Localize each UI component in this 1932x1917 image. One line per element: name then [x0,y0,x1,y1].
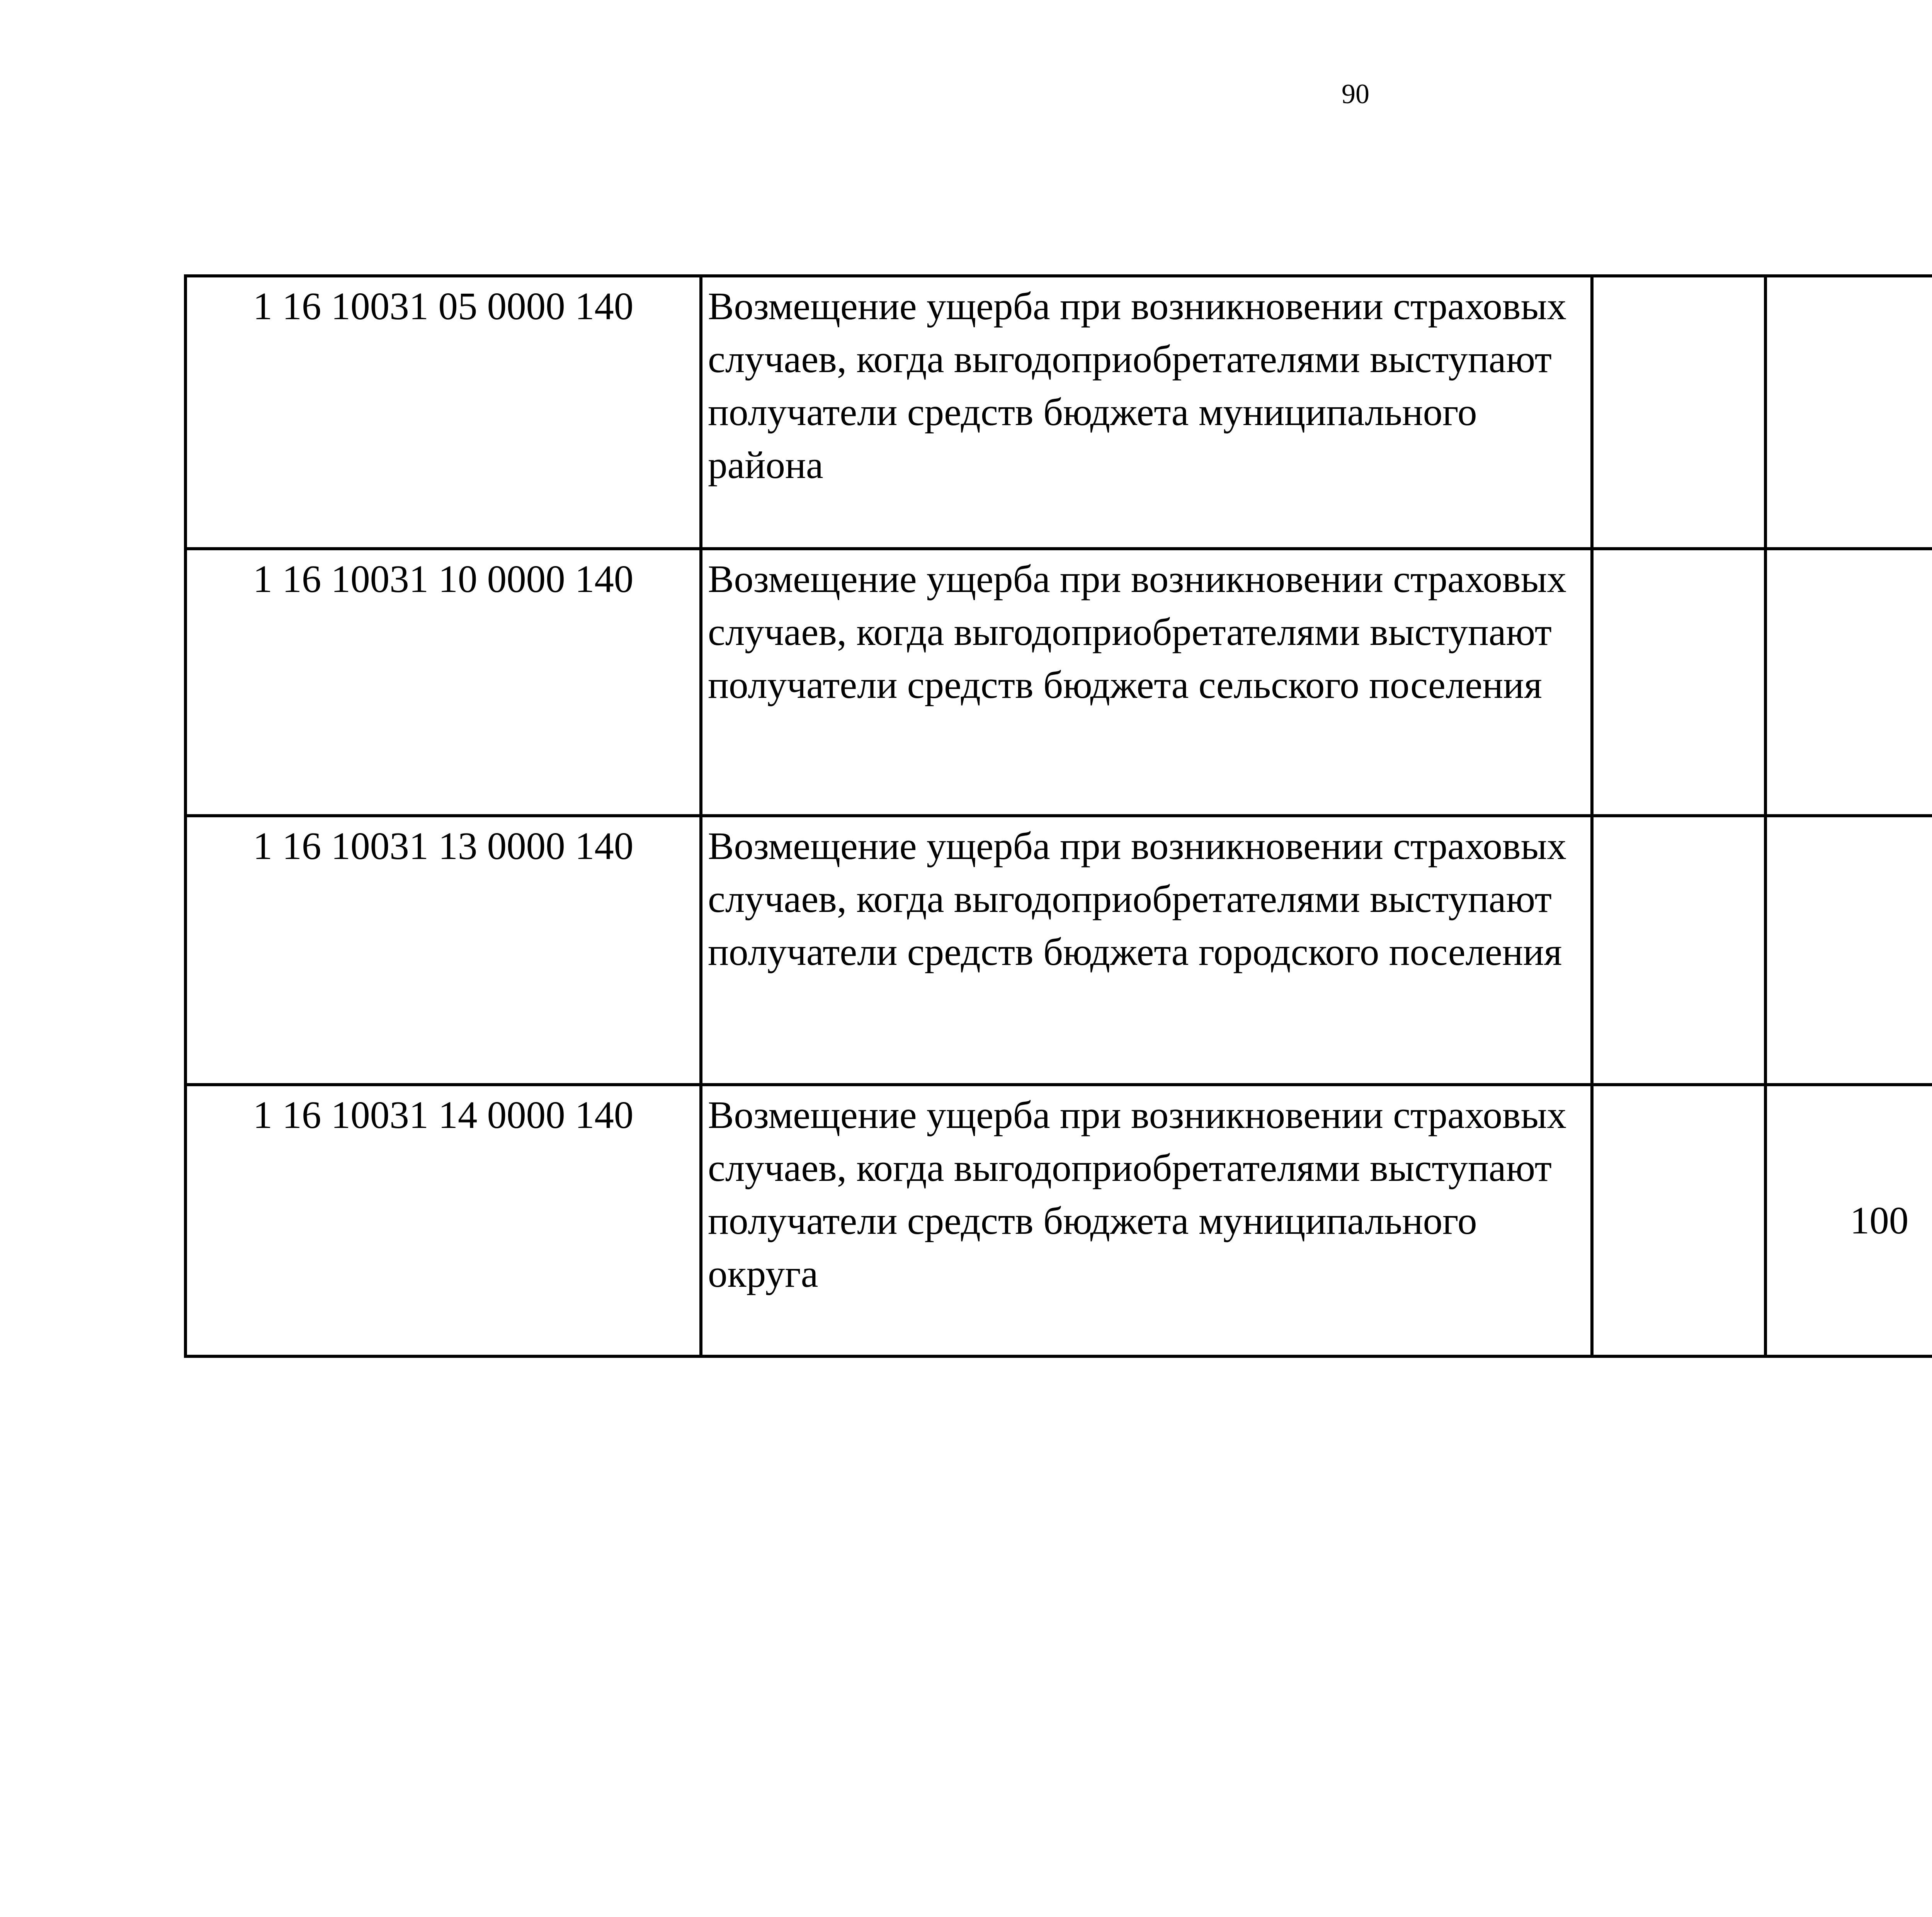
value-cell: 100 [1765,1085,1932,1356]
value-cell [1765,549,1932,816]
table-row [185,549,1932,816]
revenue-name: Возмещение ущерба при возникновении страховых случаев, когда выгодоприобретателями выступают получатели средств бюджета муниципального округа [701,1085,1592,1356]
table-row [185,1085,1932,1356]
revenue-code: 1 16 10031 13 0000 140 [185,816,701,1085]
value-cell [1592,816,1765,1085]
table-row [185,816,1932,1085]
revenue-name: Возмещение ущерба при возникновении страховых случаев, когда выгодоприобретателями выступают получатели средств бюджета городского поселения [701,816,1592,1085]
revenue-distribution-table [184,274,1932,1358]
value-cell [1765,816,1932,1085]
revenue-name: Возмещение ущерба при возникновении страховых случаев, когда выгодоприобретателями выступают получатели средств бюджета сельского поселения [701,549,1592,816]
value-cell [1765,276,1932,549]
revenue-code: 1 16 10031 05 0000 140 [185,276,701,549]
value-cell [1592,276,1765,549]
page-number: 90 [1342,78,1369,109]
value-cell [1592,1085,1765,1356]
revenue-name: Возмещение ущерба при возникновении страховых случаев, когда выгодоприобретателями выступают получатели средств бюджета муниципального района [701,276,1592,549]
revenue-code: 1 16 10031 10 0000 140 [185,549,701,816]
revenue-code: 1 16 10031 14 0000 140 [185,1085,701,1356]
table-row [185,276,1932,549]
value-cell [1592,549,1765,816]
